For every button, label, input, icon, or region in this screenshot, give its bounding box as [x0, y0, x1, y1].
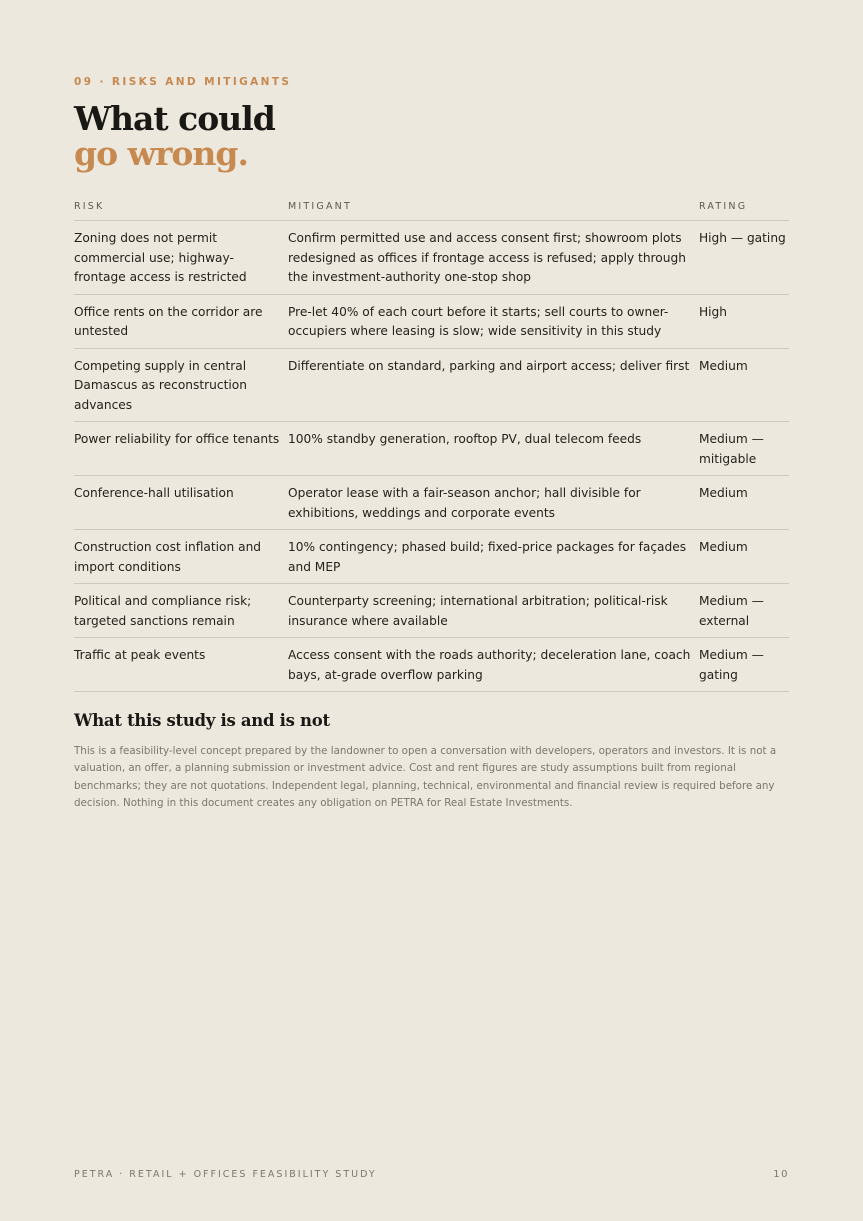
mitigant-cell: 10% contingency; phased build; fixed-price packages for façades and MEP [288, 530, 699, 584]
mitigant-cell: Pre-let 40% of each court before it starts; sell courts to owner-occupiers where leasing is slow; wide sensitivity in this study [288, 294, 699, 348]
table-row [74, 476, 789, 530]
table-header-row [74, 197, 789, 221]
risk-cell: Conference-hall utilisation [74, 476, 288, 530]
mitigant-cell: Access consent with the roads authority; deceleration lane, coach bays, at-grade overflow parking [288, 638, 699, 692]
table-row [74, 348, 789, 422]
rating-cell: Medium — mitigable [699, 422, 789, 476]
mitigant-cell: Differentiate on standard, parking and airport access; deliver first [288, 348, 699, 422]
header-risk: RISK [74, 197, 288, 221]
risk-cell: Construction cost inflation and import conditions [74, 530, 288, 584]
risks-table [74, 197, 789, 692]
risk-cell: Political and compliance risk; targeted sanctions remain [74, 584, 288, 638]
page-title-line-1: What could [74, 99, 275, 138]
table-row [74, 221, 789, 295]
mitigant-cell: Confirm permitted use and access consent first; showroom plots redesigned as offices if frontage access is refused; apply through the investment-authority one-stop shop [288, 221, 699, 295]
table-row [74, 530, 789, 584]
rating-cell: High — gating [699, 221, 789, 295]
mitigant-cell: 100% standby generation, rooftop PV, dual telecom feeds [288, 422, 699, 476]
risk-cell: Zoning does not permit commercial use; highway-frontage access is restricted [74, 221, 288, 295]
risk-cell: Competing supply in central Damascus as reconstruction advances [74, 348, 288, 422]
footer-document-title: PETRA · RETAIL + OFFICES FEASIBILITY STUDY [74, 1169, 377, 1180]
page-number: 10 [773, 1169, 789, 1180]
page-title-line-2: go wrong. [74, 134, 248, 173]
rating-cell: Medium — external [699, 584, 789, 638]
risk-cell: Office rents on the corridor are untested [74, 294, 288, 348]
rating-cell: Medium — gating [699, 638, 789, 692]
mitigant-cell: Operator lease with a fair-season anchor; hall divisible for exhibitions, weddings and corporate events [288, 476, 699, 530]
page-title [74, 101, 275, 171]
header-rating: RATING [699, 197, 789, 221]
table-row [74, 638, 789, 692]
risk-cell: Power reliability for office tenants [74, 422, 288, 476]
header-mitigant: MITIGANT [288, 197, 699, 221]
rating-cell: Medium [699, 348, 789, 422]
rating-cell: Medium [699, 476, 789, 530]
disclaimer-title: What this study is and is not [74, 711, 330, 730]
risk-cell: Traffic at peak events [74, 638, 288, 692]
rating-cell: Medium [699, 530, 789, 584]
disclaimer-body: This is a feasibility-level concept prepared by the landowner to open a conversation with developers, operators and investors. It is not a valuation, an offer, a planning submission or investment advice. Cost and rent figures are study assumptions built from regional benchmarks; they are not quotations. Independent legal, planning, technical, environmental and financial review is required before any decision. Nothing in this document creates any obligation on PETRA for Real Estate Investments. [74, 745, 777, 809]
rating-cell: High [699, 294, 789, 348]
table-row [74, 584, 789, 638]
table-row [74, 422, 789, 476]
table-row [74, 294, 789, 348]
mitigant-cell: Counterparty screening; international arbitration; political-risk insurance where available [288, 584, 699, 638]
section-eyebrow: 09 · RISKS AND MITIGANTS [74, 76, 292, 88]
